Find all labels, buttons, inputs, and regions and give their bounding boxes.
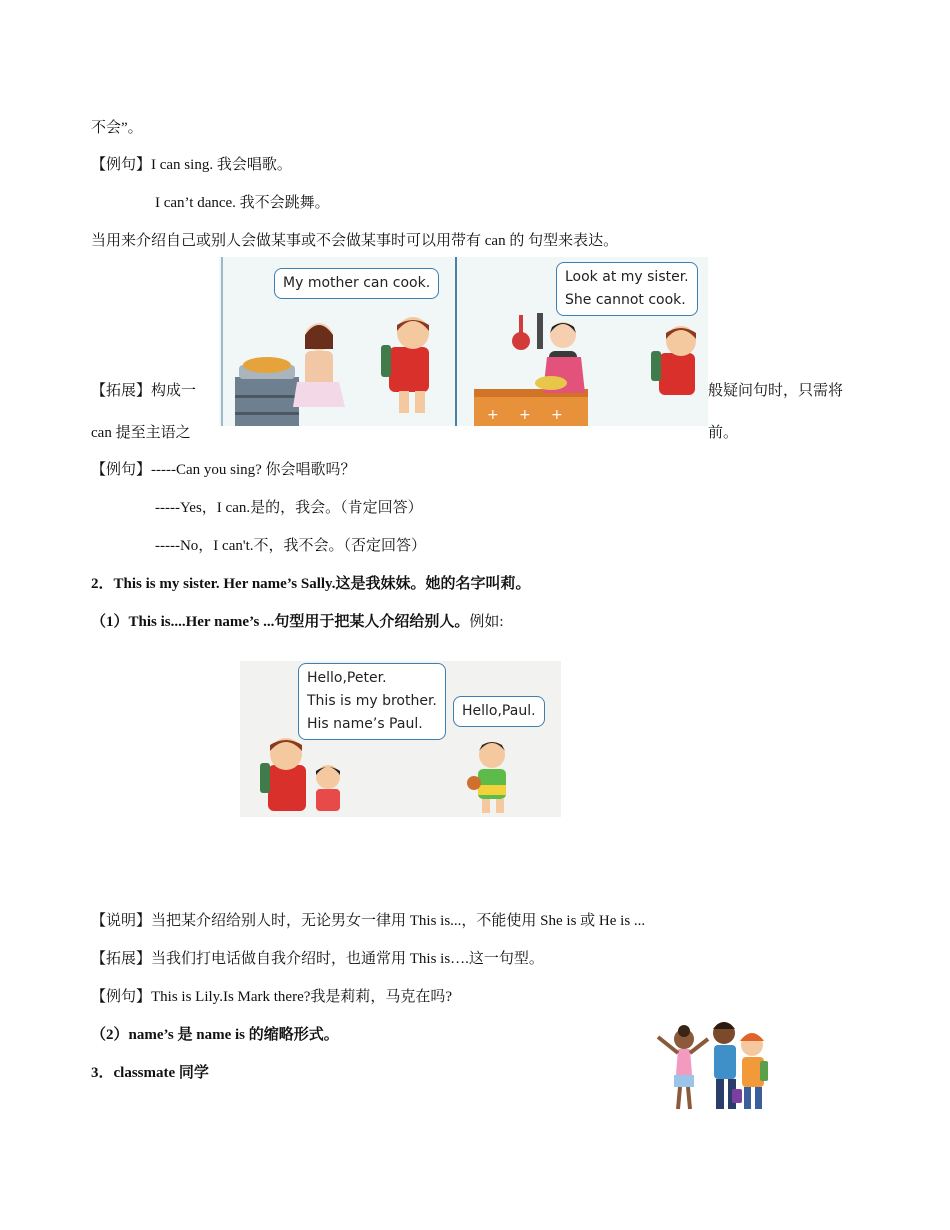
svg-text:+: + — [487, 407, 499, 423]
answer-line: -----No，I can't.不，我不会。（否定回答） — [155, 538, 426, 554]
extension-line: 【拓展】当我们打电话做自我介绍时，也通常用 This is….这一句型。 — [91, 951, 544, 967]
svg-text:+: + — [551, 407, 563, 423]
subsection-line — [91, 612, 504, 632]
text-line: can 提至主语之 — [91, 425, 191, 441]
illustration-introduction — [240, 661, 561, 817]
speech-bubble-right: Look at my sister. She cannot cook. — [556, 262, 698, 316]
speech-bubble-right: Hello,Paul. — [453, 696, 545, 727]
extension-line-cont: 般疑问句时，只需将 — [708, 383, 844, 399]
section-heading: 3．classmate 同学 — [91, 1065, 209, 1081]
subsection-suffix: 例如: — [469, 614, 504, 630]
section-heading: 2．This is my sister. Her name’s Sally.这是我妹妹。她的名字叫莉。 — [91, 576, 531, 592]
svg-text:+: + — [519, 407, 531, 423]
example-line: I can’t dance. 我不会跳舞。 — [155, 195, 330, 211]
subsection-heading: （2）name’s 是 name is 的缩略形式。 — [91, 1027, 339, 1043]
note-line: 【说明】当把某介绍给别人时，无论男女一律用 This is...，不能使用 She is 或 He is ... — [91, 913, 646, 929]
extension-line: 【拓展】构成一 — [91, 383, 197, 399]
speech-bubble-left: My mother can cook. — [274, 268, 439, 299]
text-line-cont: 前。 — [708, 425, 739, 441]
example-line: 【例句】This is Lily.Is Mark there?我是莉莉，马克在吗? — [91, 989, 453, 1005]
example-line: 【例句】-----Can you sing? 你会唱歌吗？ — [91, 462, 356, 478]
example-line: 【例句】I can sing. 我会唱歌。 — [91, 157, 292, 173]
speech-bubble-left: Hello,Peter. This is my brother. His name’s Paul. — [298, 663, 446, 740]
text-line: 不会”。 — [91, 120, 143, 136]
text-line: 当用来介绍自己或别人会做某事或不会做某事时可以用带有 can 的 句型来表达。 — [91, 233, 619, 249]
answer-line: -----Yes，I can.是的，我会。（肯定回答） — [155, 500, 423, 516]
kids-illustration — [648, 1015, 778, 1115]
subsection-heading: （1）This is....Her name’s ...句型用于把某人介绍给别人。 — [91, 614, 470, 630]
illustration-cooking — [219, 257, 708, 426]
